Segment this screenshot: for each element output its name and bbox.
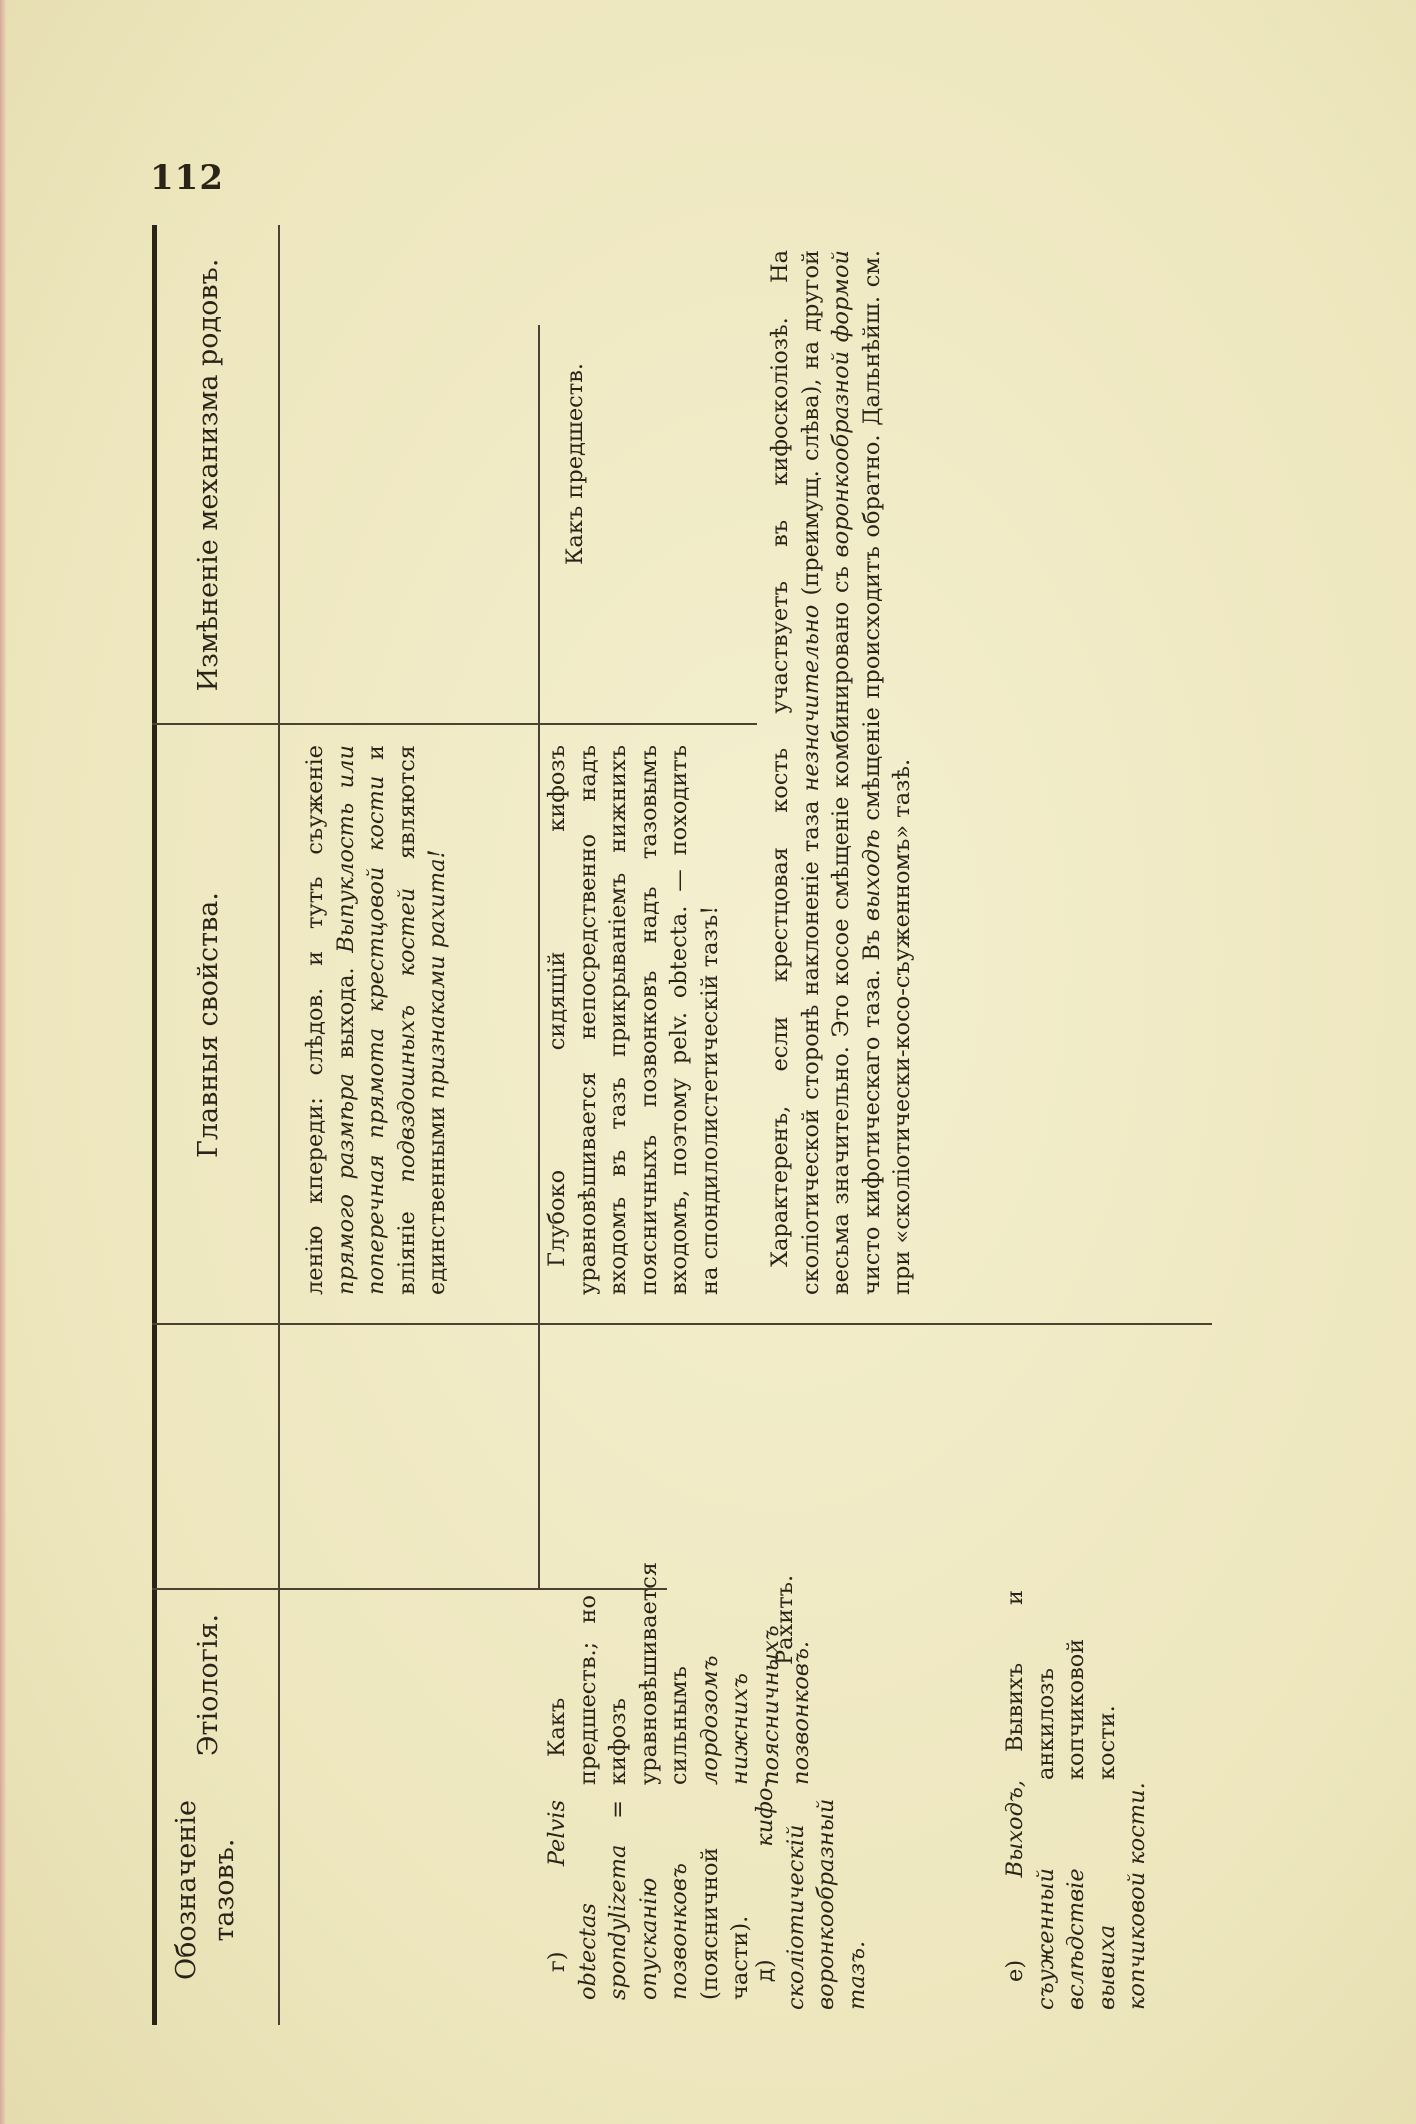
row-divider [538, 725, 540, 1325]
row2-designation [750, 1780, 872, 2010]
italic-text: опусканію позвонковъ [635, 1863, 692, 2000]
text-run: Глубоко сидящій кифозъ уравновѣшивается непосредственно надъ входомъ въ тазъ прикрываніемъ нижнихъ поясничныхъ позвонковъ надъ тазовымъ входомъ, поэтому pelv. obtecta. — походитъ на спондилолистетическій тазъ! [544, 745, 723, 1295]
text-run: смѣщеніе происходитъ обратно. Дальнѣйш. см. при «сколіотически-косо-съуженномъ» тазѣ. [858, 250, 915, 1295]
text-run: Вывихъ и анкилозъ копчиковой кости. [1002, 1590, 1120, 1780]
page-number: 112 [150, 158, 224, 198]
text-run: е) [1002, 1877, 1028, 1982]
italic-text: лордозомъ нижнихъ поясничныхъ позвонковъ. [696, 1625, 814, 1785]
row0-properties [300, 745, 453, 1295]
header-etiology: Этіологія. [193, 1613, 224, 1757]
text-run: и вліяніе [363, 745, 420, 1295]
italic-text: незначительно [797, 604, 824, 792]
italic-text: Выпуклость или поперечная прямота крестцовой кости [332, 745, 389, 1295]
italic-text: Pelvis obtectas spondylizema [544, 1800, 631, 2000]
text-run: Рахитъ. [772, 1574, 798, 1665]
table-top-rule [152, 225, 157, 2025]
column-divider [152, 1588, 667, 1590]
italic-text: подвздошныхъ костей [393, 887, 420, 1183]
header-divider [278, 225, 280, 2025]
column-divider [152, 723, 757, 725]
header-designation: Обозначеніе тазовъ. [171, 1800, 240, 1980]
italic-text: прямого размѣра [332, 1073, 359, 1295]
page-edge [0, 0, 6, 2124]
text-run: ленію кпереди: слѣдов. и тутъ съуженіе [302, 745, 328, 1295]
column-divider [152, 1323, 1212, 1325]
text-run: (преимущ. слѣва), на другой весьма значительно. Это косое смѣщеніе комбинировано съ [797, 250, 854, 1295]
text-run: чисто кифотическаго таза. Въ [858, 921, 885, 1295]
text-run: Какъ предшеств.; но кифозъ уравновѣшивается сильнымъ [544, 1561, 692, 1785]
row1-properties [542, 745, 725, 1295]
header-mechanism: Измѣненіе механизма родовъ. [193, 258, 224, 692]
row1-designation [542, 1800, 756, 2000]
text-run: = [605, 1800, 631, 1845]
rotated-table [150, 225, 1240, 2025]
row3-etiology [1000, 1590, 1122, 1780]
text-run: выхода. [332, 952, 359, 1074]
text-run: Характеренъ, если крестцовая кость участвуетъ въ кифосколіозѣ. На сколіотической сторонѣ наклоненіе таза [767, 250, 824, 1295]
italic-text: выходѣ [858, 829, 885, 922]
italic-text: кифо-сколіотическій воронкообразный тазъ. [752, 1780, 870, 2010]
italic-text: Выходъ, съуженный вслѣдствіе вывиха копчиковой кости. [1002, 1780, 1150, 2010]
text-run: г) [544, 1866, 570, 1972]
italic-text: признаками рахита! [424, 849, 450, 1100]
text-run: являются единственными [393, 745, 450, 1295]
row2-properties [765, 250, 918, 1295]
row-divider [538, 1325, 540, 1590]
header-properties: Главныя свойства. [193, 892, 224, 1158]
row3-designation [1000, 1780, 1153, 2010]
italic-text: воронкообразной формой [828, 250, 854, 558]
text-run: д) [752, 1846, 778, 1982]
row1-mechanism: Какъ предшеств. [562, 362, 588, 565]
row-divider [538, 325, 540, 725]
row2-etiology [770, 1545, 801, 1665]
text-run: (поясничной части). [696, 1847, 753, 2000]
